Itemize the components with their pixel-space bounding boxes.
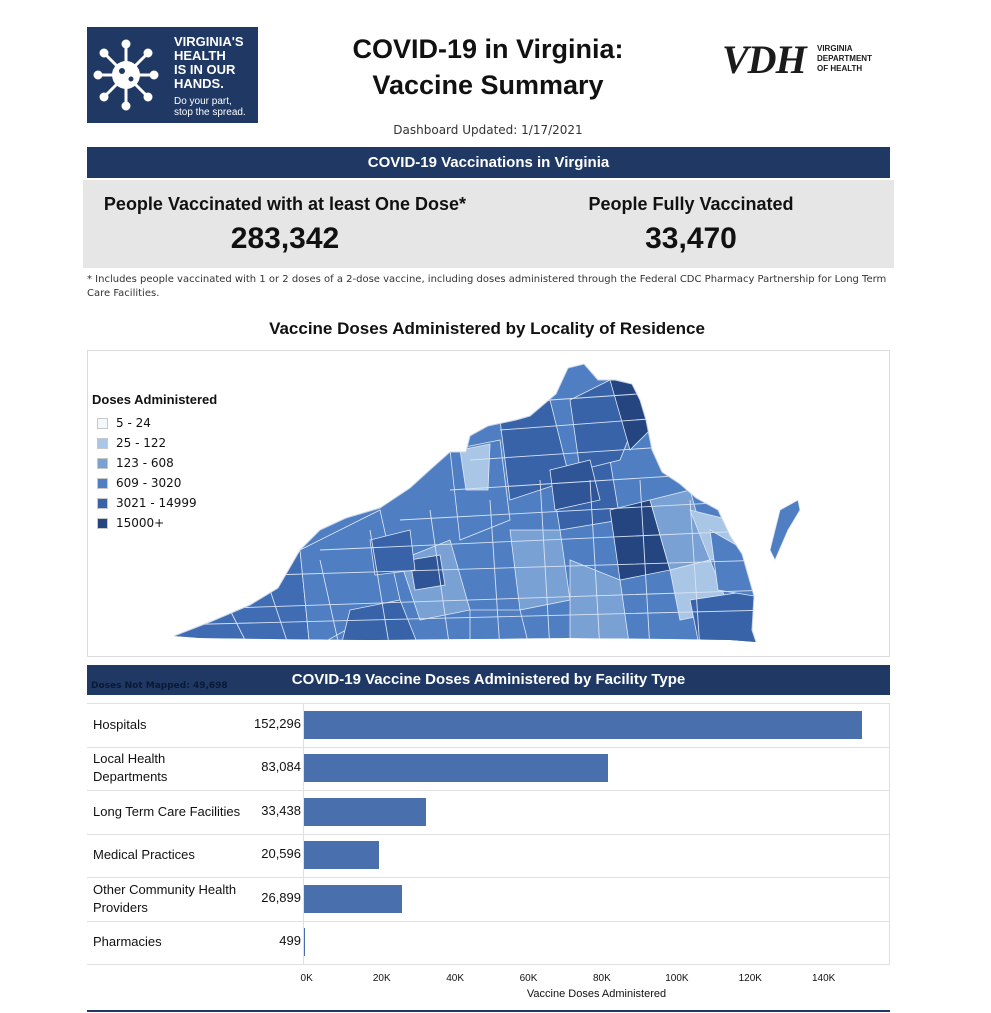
legend-swatch: [97, 498, 108, 509]
map-title: Vaccine Doses Administered by Locality of Residence: [269, 319, 705, 338]
legend-swatch: [97, 518, 108, 529]
bar-value-label: 20,596: [261, 846, 301, 862]
campaign-logo: [87, 27, 258, 123]
legend-title: Doses Administered: [92, 392, 218, 407]
bar-long-term-care-facilities[interactable]: [303, 798, 426, 826]
bar-medical-practices[interactable]: [303, 841, 379, 869]
doses-not-mapped: Doses Not Mapped: 49,698: [91, 681, 228, 691]
bar-value-label: 83,084: [261, 759, 301, 775]
bar-category-label: Pharmacies: [93, 934, 162, 950]
bar-other-community-health-providers[interactable]: [303, 885, 402, 913]
x-tick-label: 80K: [592, 973, 611, 984]
vaccinations-header: COVID-19 Vaccinations in Virginia: [87, 147, 890, 178]
fully-vaccinated-value: 33,470: [645, 222, 737, 255]
x-axis-label: Vaccine Doses Administered: [526, 988, 667, 1000]
x-tick-label: 120K: [738, 973, 762, 984]
kpi-panel: [83, 180, 894, 268]
bar-category-label: Local Health Departments: [93, 751, 168, 785]
legend-swatch: [97, 438, 108, 449]
bar-category-label: Medical Practices: [93, 847, 195, 863]
x-tick-label: 100K: [665, 973, 689, 984]
plot-right-border: [889, 703, 890, 964]
fully-vaccinated-label: People Fully Vaccinated: [588, 194, 794, 214]
legend-swatch: [97, 478, 108, 489]
row-separator: [87, 877, 890, 878]
bar-category-label: Hospitals: [93, 716, 147, 732]
legend-item: 3021 - 14999: [92, 493, 217, 513]
plot-left-axis: [303, 703, 304, 964]
x-tick-label: 60K: [519, 973, 538, 984]
bar-value-label: 499: [279, 933, 301, 949]
bottom-rule: [87, 1010, 890, 1012]
legend-item: 5 - 24: [92, 413, 217, 433]
campaign-logo-subtext: Do your part, stop the spread.: [174, 96, 246, 118]
virus-icon: [93, 33, 159, 117]
one-dose-value: 283,342: [230, 222, 340, 255]
row-separator: [87, 834, 890, 835]
one-dose-label: People Vaccinated with at least One Dose*: [103, 194, 467, 214]
legend-item: 123 - 608: [92, 453, 217, 473]
legend-item: 25 - 122: [92, 433, 217, 453]
legend-item: 609 - 3020: [92, 473, 217, 493]
footnote: * Includes people vaccinated with 1 or 2 doses of a 2-dose vaccine, including doses administered through the Federal CDC Pharmacy Partnership for Long Term Care Facilities.: [87, 274, 887, 299]
dashboard-updated: Dashboard Updated: 1/17/2021: [393, 123, 583, 137]
row-separator: [87, 921, 890, 922]
row-separator: [87, 747, 890, 748]
row-separator: [87, 703, 890, 704]
page-title: COVID-19 in Virginia: Vaccine Summary: [352, 34, 624, 100]
x-tick-label: 20K: [372, 973, 391, 984]
bar-hospitals[interactable]: [303, 711, 862, 739]
virginia-choropleth-map[interactable]: [170, 360, 810, 650]
x-tick-label: 140K: [811, 973, 836, 984]
legend-swatch: [97, 458, 108, 469]
bar-category-label: Long Term Care Facilities: [93, 803, 241, 819]
bar-value-label: 26,899: [261, 889, 301, 905]
vdh-logo: VDH VIRGINIA DEPARTMENT OF HEALTH: [722, 37, 872, 82]
x-tick-label: 0K: [300, 973, 313, 984]
legend-swatch: [97, 418, 108, 429]
legend-item: 15000+: [92, 513, 217, 533]
bar-value-label: 152,296: [254, 715, 301, 731]
facility-bar-chart: [87, 703, 890, 1003]
bar-category-label: Other Community Health Providers: [93, 881, 237, 915]
x-tick-label: 40K: [446, 973, 464, 984]
row-separator: [87, 964, 890, 965]
vdh-logo-text: VIRGINIA DEPARTMENT OF HEALTH: [817, 44, 872, 73]
bar-local-health-departments[interactable]: [303, 754, 608, 782]
facility-header: COVID-19 Vaccine Doses Administered by Facility Type: [87, 665, 890, 695]
campaign-logo-text: VIRGINIA'S HEALTH IS IN OUR HANDS.: [174, 34, 244, 91]
row-separator: [87, 790, 890, 791]
bar-value-label: 33,438: [261, 802, 301, 818]
